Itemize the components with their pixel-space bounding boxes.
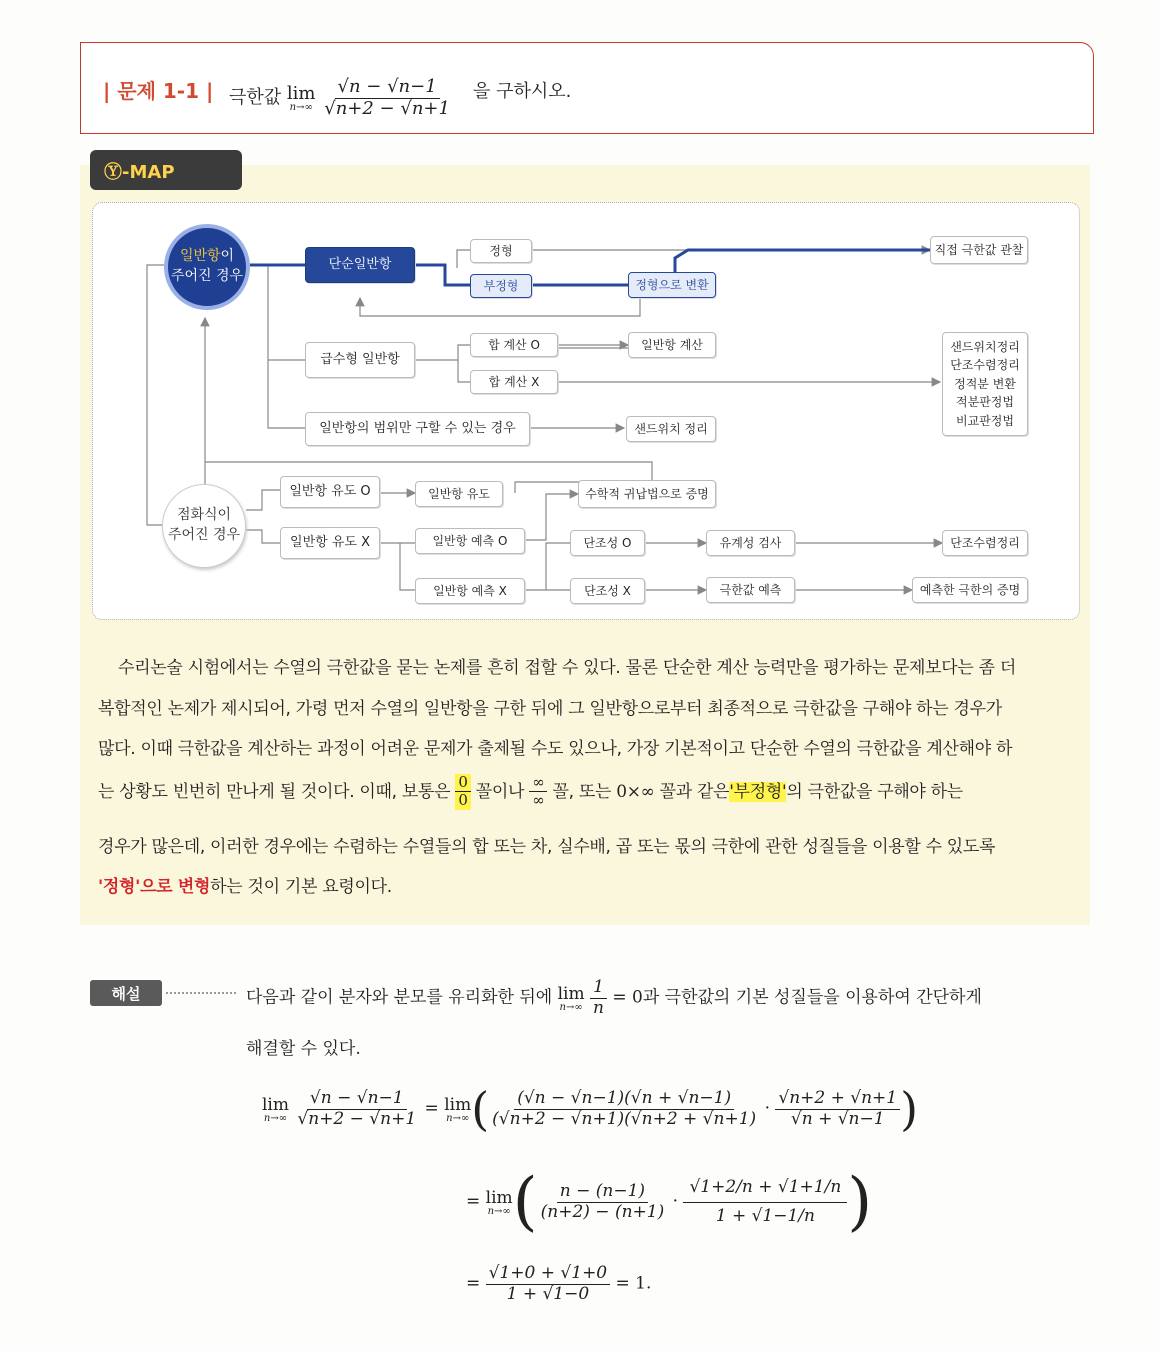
node-simple: 단순일반항: [305, 247, 415, 283]
body-line-3: 많다. 이때 극한값을 계산하는 과정이 어려운 문제가 출제될 수도 있으나, 가장 기본적이고 단순한 수열의 극한값을 계산해야 하: [98, 739, 1013, 759]
node-indefinite: 부정형: [470, 274, 532, 298]
body-line-2: 복합적인 논제가 제시되어, 가령 먼저 수열의 일반항을 구한 뒤에 그 일반항으로부터 최종적으로 극한값을 구해야 하는 경우가: [98, 699, 1002, 719]
node-calc-general: 일반항 계산: [628, 332, 716, 358]
general-term-circle: 일반항이 주어진 경우: [164, 224, 250, 310]
node-predict-o: 일반항 예측 O: [415, 528, 525, 554]
node-derive-x: 일반항 유도 X: [280, 527, 380, 559]
body-line-4: 는 상황도 빈번히 만나게 될 것이다. 이때, 보통은 $\frac{0}{0}$ 꼴이나 $\frac{\infty}{\infty}$ 꼴, 또는 0×∞ 꼴과 같은'부정형'의 극한값을 구해야 하는: [98, 773, 963, 810]
solution-text-2: 해결할 수 있다.: [246, 1039, 361, 1059]
node-theorems: 샌드위치정리 단조수렴정리 정적분 변환 적분판정법 비교판정법: [942, 332, 1028, 436]
node-limit-predict: 극한값 예측: [706, 577, 795, 603]
node-predict-x: 일반항 예측 X: [415, 578, 525, 604]
node-series: 급수형 일반항: [305, 342, 415, 378]
recurrence-circle: 점화식이 주어진 경우: [162, 484, 246, 568]
problem-suffix: 을 구하시오.: [473, 81, 572, 102]
node-sum-o: 합 계산 O: [470, 333, 558, 357]
limit-operator: lim n→∞: [286, 83, 316, 114]
fraction-inf-inf: $\frac{\infty}{\infty}$: [529, 774, 547, 810]
node-mono-conv: 단조수렴정리: [942, 530, 1028, 556]
node-convert: 정형으로 변환: [628, 272, 716, 298]
node-bounded: 유계성 검사: [706, 530, 795, 556]
problem-label: | 문제 1-1 |: [103, 79, 214, 103]
node-sandwich: 샌드위치 정리: [626, 416, 716, 442]
body-line-6: '정형'으로 변형하는 것이 기본 요령이다.: [98, 877, 392, 897]
node-limit-proof: 예측한 극한의 증명: [912, 577, 1028, 603]
node-derive-general: 일반항 유도: [415, 481, 503, 507]
solution-text-1: 다음과 같이 분자와 분모를 유리화한 뒤에 lim n→∞ $\frac{1}{n}$ = 0과 극한값의 기본 성질들을 이용하여 간단하게: [246, 977, 982, 1018]
node-sum-x: 합 계산 X: [470, 370, 558, 394]
solution-badge: 해설: [90, 980, 162, 1006]
node-derive-o: 일반항 유도 O: [280, 476, 380, 508]
definite-transform-highlight: '정형'으로 변형: [98, 877, 211, 897]
node-mono-o: 단조성 O: [570, 530, 645, 556]
problem-text: 극한값 lim n→∞ $\frac{√n - √n-1}{√n+2 - √n+1}$: [229, 77, 453, 119]
solution-leader-dots: [166, 992, 236, 994]
equation-line-3: = $\frac{√1+0 + √1+0}{1 + √1-0}$ = 1.: [466, 1263, 652, 1304]
node-induction: 수학적 귀납법으로 증명: [578, 480, 716, 508]
node-definite: 정형: [470, 239, 532, 263]
problem-fraction: $\frac{√n - √n-1}{√n+2 - √n+1}$: [324, 76, 450, 119]
indefinite-highlight: '부정형': [729, 781, 787, 802]
equation-line-2: = lim n→∞ ( $\frac{n - (n-1)}{(n+2) - (n+1)}$ · $\frac{√1+2/n + √1+1/n}{1 + √1-1/n}$ ): [466, 1165, 873, 1239]
ymap-logo-icon: Ⓨ-MAP: [104, 162, 175, 183]
body-line-5: 경우가 많은데, 이러한 경우에는 수렴하는 수열들의 합 또는 차, 실수배, 곱 또는 몫의 극한에 관한 성질들을 이용할 수 있도록: [98, 837, 996, 857]
fraction-zero-zero: $\frac{0}{0}$: [455, 774, 470, 810]
equation-line-1: lim n→∞ $\frac{√n - √n-1}{√n+2 - √n+1}$ = lim n→∞ ( $\frac{(√n - √n-1)(√n + √n-1)}{(√n+2 - √n+1)(√n+2 + √n+1)}$ · $\frac{√n+2 + √n+1}{√n + √n-1}$ ): [262, 1082, 919, 1136]
node-direct: 직접 극한값 관찰: [930, 236, 1028, 264]
node-mono-x: 단조성 X: [570, 578, 645, 604]
body-line-1: 수리논술 시험에서는 수열의 극한값을 묻는 논제를 흔히 접할 수 있다. 물론 단순한 계산 능력만을 평가하는 문제보다는 좀 더: [118, 658, 1016, 678]
node-range: 일반항의 범위만 구할 수 있는 경우: [305, 412, 530, 446]
